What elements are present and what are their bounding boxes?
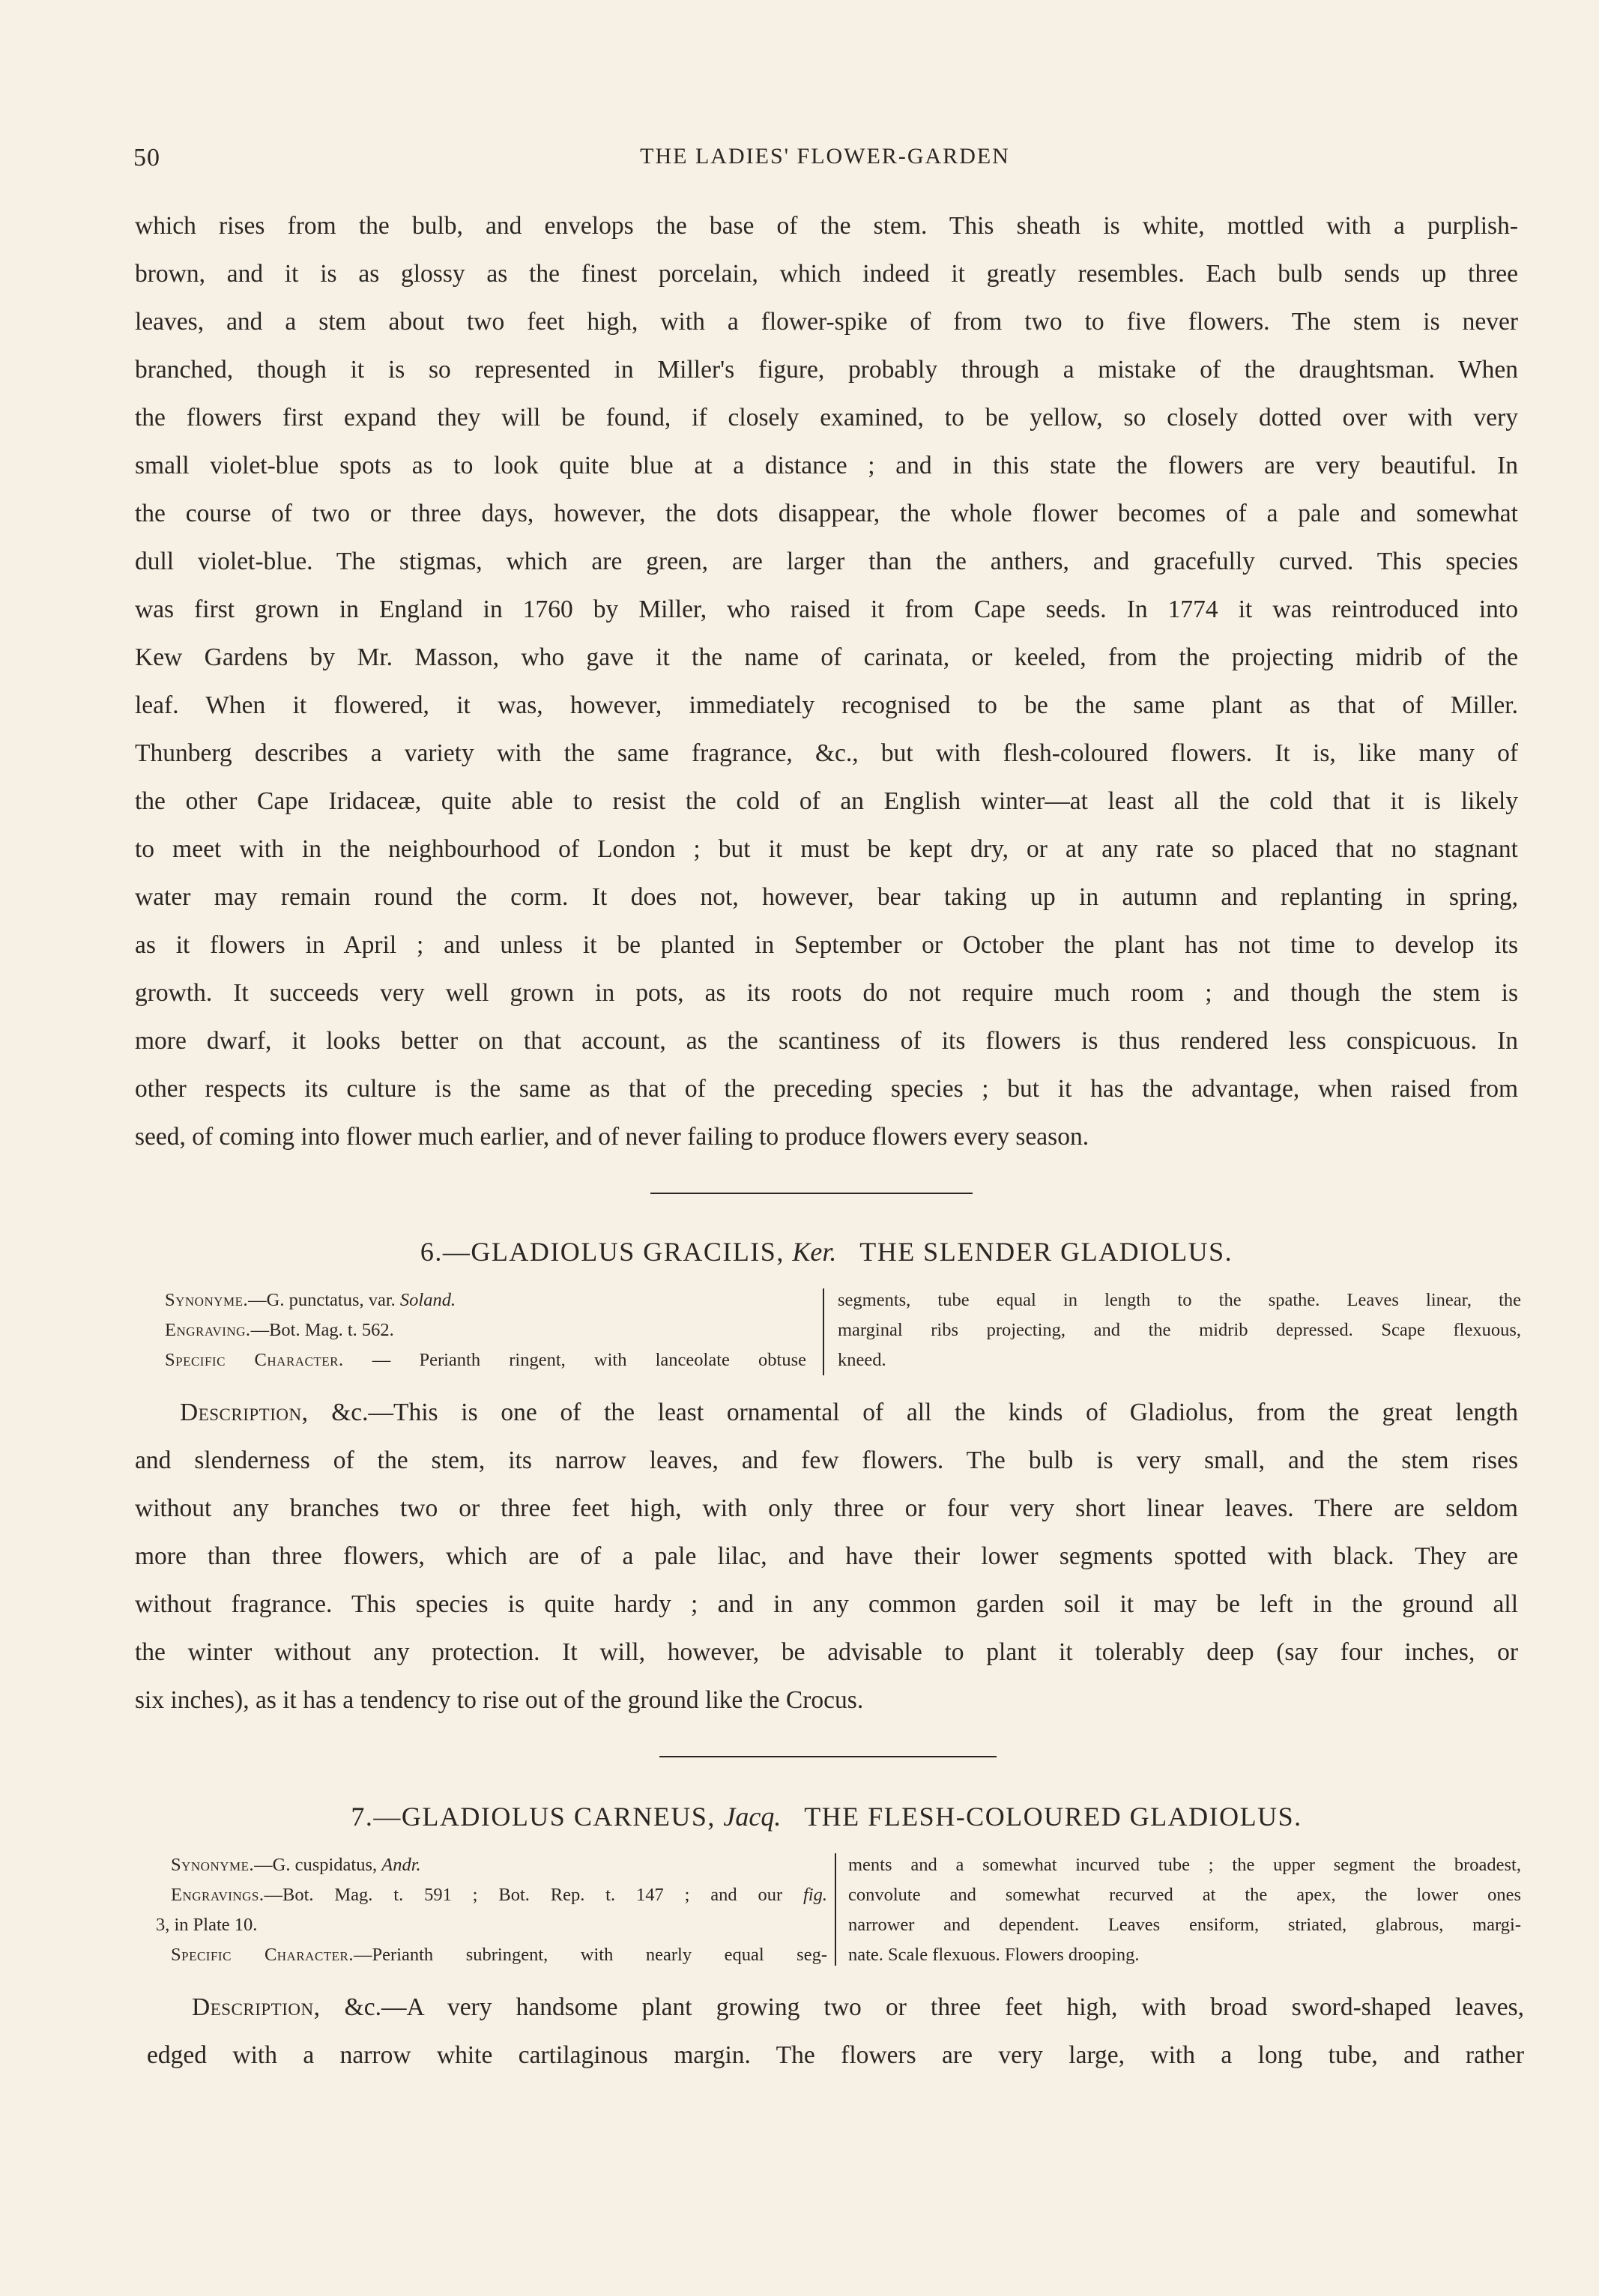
section-6-title-author: Ker. [792, 1237, 837, 1267]
synonyme-label: Synonyme. [171, 1855, 255, 1875]
text-line: Thunberg describes a variety with the same fragrance, &c., but with flesh-coloured flowers. It is, like many of [135, 739, 1518, 767]
section-7-title-prefix: 7.—GLADIOLUS CARNEUS, [351, 1802, 716, 1832]
character-line: nate. Scale flexuous. Flowers drooping. [848, 1945, 1140, 1965]
section-7-common-name: THE FLESH-COLOURED GLADIOLUS. [804, 1802, 1302, 1832]
specific-label: Specific Character. [171, 1945, 354, 1965]
synonyme-line [165, 1285, 806, 1315]
section-7-left-column [156, 1850, 827, 1970]
text-line: to meet with in the neighbourhood of London ; but it must be kept dry, or at any rate so placed that no stagnant [135, 835, 1518, 863]
text-line: six inches), as it has a tendency to rise out of the ground like the Crocus. [135, 1686, 864, 1714]
text-line: and slenderness of the stem, its narrow leaves, and few flowers. The bulb is very small, and the stem rises [135, 1447, 1518, 1474]
specific-label: Specific Character. [165, 1350, 344, 1370]
text-line: small violet-blue spots as to look quite blue at a distance ; and in this state the flowers are very beautiful. In [135, 452, 1518, 479]
section-divider [659, 1756, 997, 1757]
description-label: Description, [180, 1399, 309, 1426]
engravings-text: —Bot. Mag. t. 591 ; Bot. Rep. t. 147 ; and our [264, 1885, 783, 1905]
text-line: without any branches two or three feet high, with only three or four very short linear leaves. There are seldom [135, 1494, 1518, 1522]
text-line: more dwarf, it looks better on that account, as the scantiness of its flowers is thus rendered less conspicuous. In [135, 1027, 1518, 1055]
text-line: more than three flowers, which are of a pale lilac, and have their lower segments spotted with black. They are [135, 1542, 1518, 1570]
text-line [135, 1389, 1518, 1437]
text-line: water may remain round the corm. It does not, however, bear taking up in autumn and replanting in spring, [135, 883, 1518, 911]
text-line: seed, of coming into flower much earlier, and of never failing to produce flowers every season. [135, 1123, 1089, 1151]
synonyme-text: —G. cuspidatus, [254, 1855, 378, 1875]
text-line: brown, and it is as glossy as the finest porcelain, which indeed it greatly resembles. Each bulb sends up three [135, 260, 1518, 288]
section-6-title-prefix: 6.—GLADIOLUS GRACILIS, [420, 1237, 785, 1267]
text-line: the winter without any protection. It will, however, be advisable to plant it tolerably deep (say four inches, or [135, 1638, 1518, 1666]
section-6-details [165, 1285, 1521, 1378]
text-line: leaves, and a stem about two feet high, with a flower-spike of from two to five flowers. The stem is never [135, 308, 1518, 336]
text-line: other respects its culture is the same as that of the preceding species ; but it has the advantage, when raised from [135, 1075, 1518, 1103]
section-6-right-column [838, 1285, 1521, 1375]
engravings-fig: fig. [803, 1885, 827, 1905]
character-line: convolute and somewhat recurved at the apex, the lower ones [848, 1885, 1521, 1905]
character-line: kneed. [838, 1350, 886, 1370]
text-line: which rises from the bulb, and envelops the base of the stem. This sheath is white, mottled with a purplish- [135, 212, 1518, 240]
synonyme-author: Soland. [399, 1290, 456, 1310]
engraving-line [165, 1315, 806, 1345]
text-line: the other Cape Iridaceæ, quite able to resist the cold of an English winter—at least all the cold that it is likely [135, 787, 1518, 815]
intro-paragraph [135, 202, 1518, 1161]
section-7-description [147, 1984, 1524, 2080]
section-6-common-name: THE SLENDER GLADIOLUS. [859, 1237, 1233, 1267]
text-line: the course of two or three days, however, the dots disappear, the whole flower becomes of a pale and somewhat [135, 500, 1518, 527]
section-6-left-column [165, 1285, 806, 1375]
page-number: 50 [133, 144, 160, 172]
running-head: THE LADIES' FLOWER-GARDEN [640, 144, 1010, 169]
section-6-title [135, 1236, 1518, 1267]
text-line: branched, though it is so represented in Miller's figure, probably through a mistake of the draughtsman. When [135, 356, 1518, 384]
column-divider [835, 1853, 836, 1966]
engraving-text: —Bot. Mag. t. 562. [250, 1320, 394, 1340]
engraving-label: Engraving. [165, 1320, 251, 1340]
description-label: Description, [192, 1993, 321, 2021]
synonyme-line [171, 1850, 827, 1880]
specific-line [165, 1345, 806, 1375]
synonyme-text: —G. punctatus, var. [248, 1290, 396, 1310]
section-divider [650, 1193, 973, 1194]
text-line: growth. It succeeds very well grown in pots, as its roots do not require much room ; and though the stem is [135, 979, 1518, 1007]
text-line: Kew Gardens by Mr. Masson, who gave it the name of carinata, or keeled, from the projecting midrib of the [135, 643, 1518, 671]
character-line: narrower and dependent. Leaves ensiform, striated, glabrous, margi- [848, 1915, 1521, 1935]
text-line: edged with a narrow white cartilaginous margin. The flowers are very large, with a long tube, and rather [147, 2041, 1524, 2069]
character-line: segments, tube equal in length to the spathe. Leaves linear, the [838, 1290, 1521, 1310]
synonyme-label: Synonyme. [165, 1290, 249, 1310]
synonyme-author: Andr. [381, 1855, 421, 1875]
description-text: &c.—A very handsome plant growing two or three feet high, with broad sword-shaped leaves, [320, 1993, 1524, 2021]
section-7-details [156, 1850, 1521, 1973]
text-line [147, 1984, 1524, 2032]
section-7-title-author: Jacq. [723, 1802, 782, 1832]
text-line: leaf. When it flowered, it was, however, immediately recognised to be the same plant as that of Miller. [135, 691, 1518, 719]
character-line: ments and a somewhat incurved tube ; the upper segment the broadest, [848, 1855, 1521, 1875]
page-header [133, 144, 1517, 181]
text-line: dull violet-blue. The stigmas, which are green, are larger than the anthers, and gracefully curved. This species [135, 548, 1518, 575]
engravings-line [171, 1880, 827, 1910]
description-text: &c.—This is one of the least ornamental of all the kinds of Gladiolus, from the great length [308, 1399, 1518, 1426]
engravings-cont-line: 3, in Plate 10. [156, 1915, 258, 1935]
specific-line [171, 1940, 827, 1970]
specific-text: —Perianth subringent, with nearly equal seg- [354, 1945, 827, 1965]
engravings-label: Engravings. [171, 1885, 265, 1905]
section-6-description [135, 1389, 1518, 1724]
text-line: as it flowers in April ; and unless it be planted in September or October the plant has not time to develop its [135, 931, 1518, 959]
character-line: marginal ribs projecting, and the midrib depressed. Scape flexuous, [838, 1320, 1521, 1340]
text-line: was first grown in England in 1760 by Miller, who raised it from Cape seeds. In 1774 it was reintroduced into [135, 596, 1518, 623]
column-divider [823, 1288, 824, 1375]
text-line: the flowers first expand they will be found, if closely examined, to be yellow, so closely dotted over with very [135, 404, 1518, 431]
section-7-title [135, 1801, 1518, 1832]
text-line: without fragrance. This species is quite hardy ; and in any common garden soil it may be left in the ground all [135, 1590, 1518, 1618]
section-7-right-column [848, 1850, 1521, 1970]
specific-text: — Perianth ringent, with lanceolate obtuse [343, 1350, 806, 1370]
